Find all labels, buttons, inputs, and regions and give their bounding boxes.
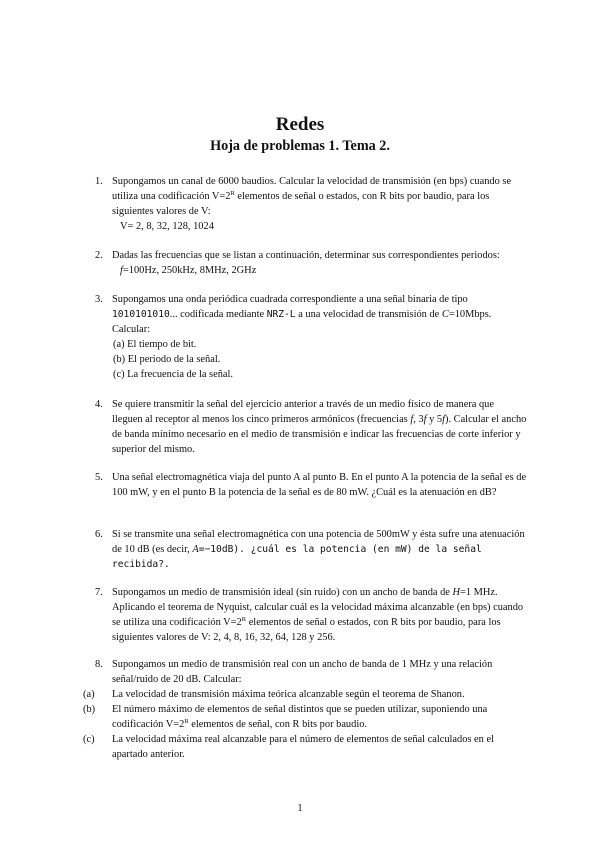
list-item: (b) El periodo de la señal. [113, 354, 221, 365]
list-item: (a) La velocidad de transmisión máxima teórica alcanzable según el teorema de Shanon. [83, 689, 465, 700]
problem-6 [95, 527, 527, 572]
problem-text: Una señal electromagnética viaja del punto A al punto B. En el punto A la potencia de la señal es de 100 mW, y en el punto B la potencia de la señal es de 80 mW. ¿Cuál es la atenuación en dB? [112, 472, 527, 498]
problem-text: Dadas las frecuencias que se listan a continuación, determinar sus correspondientes periodos: [112, 250, 500, 261]
problem-text: Supongamos un canal de 6000 baudios. Calcular la velocidad de transmisión (en bps) cuando se utiliza una codificación $V=2^R$ elementos de señal o estados, con R bits por baudio, para los siguientes valores de V: [112, 176, 512, 217]
problem-number: 2. [95, 250, 103, 261]
problem-number: 4. [95, 399, 103, 410]
problem-7 [95, 585, 527, 645]
problem-number: 7. [95, 587, 103, 598]
problem-5 [95, 470, 527, 500]
problem-text: Supongamos un medio de transmisión ideal (sin ruido) con un ancho de banda de H=1 MHz. Aplicando el teorema de Nyquist, calcular cuál es la velocidad máxima alcanzable (en bps) cuando se utiliza una codificación $V=2^R$ elementos de señal o estados, con R bits por baudio, para los siguientes valores de V: 2, 4, 8, 16, 32, 64, 128 y 256. [112, 587, 524, 643]
list-item: (a) El tiempo de bit. [113, 339, 197, 350]
problem-sublist [112, 337, 527, 382]
problem-8 [83, 657, 527, 762]
problem-3 [95, 292, 527, 382]
problem-values: f=100Hz, 250kHz, 8MHz, 2GHz [120, 265, 257, 276]
problem-text: Si se transmite una señal electromagnética con una potencia de 500mW y ésta sufre una atenuación de 10 dB (es decir, A=−10dB). ¿cuál es la potencia (en mW) de la señal recibida?. [112, 529, 525, 570]
list-item: (c) La velocidad máxima real alcanzable para el número de elementos de señal calculados en el apartado anterior. [83, 734, 494, 760]
problem-number: 6. [95, 529, 103, 540]
list-item: (c) La frecuencia de la señal. [113, 369, 233, 380]
problem-4 [95, 397, 527, 457]
problem-number: 1. [95, 176, 103, 187]
problem-2 [95, 248, 527, 278]
list-item: (b) El número máximo de elementos de señal distintos que se pueden utilizar, suponiendo una codificación $V=2^R$ elementos de señal, con R bits por baudio. [83, 704, 488, 730]
page-title: Redes [275, 114, 325, 135]
page-subtitle: Hoja de problemas 1. Tema 2. [210, 138, 390, 154]
problem-number: 8. [95, 659, 103, 670]
problem-number: 3. [95, 294, 103, 305]
problem-1 [95, 174, 527, 234]
page-number: 1 [297, 803, 303, 814]
problem-text: Se quiere transmitir la señal del ejercicio anterior a través de un medio físico de manera que lleguen al receptor al menos los cinco primeros armónicos (frecuencias f, 3f y 5f). Calcular el ancho de banda mínimo necesario en el medio de transmisión e indicar las frecuencias de corte inferior y superior del mismo. [112, 399, 527, 455]
problem-text: Supongamos un medio de transmisión real con un ancho de banda de 1 MHz y una relación señal/ruido de 20 dB. Calcular: [112, 659, 493, 685]
problem-values: V= 2, 8, 32, 128, 1024 [120, 221, 214, 232]
problem-number: 5. [95, 472, 103, 483]
problem-text: Supongamos una onda periódica cuadrada correspondiente a una señal binaria de tipo 1010101010... codificada mediante NRZ-L a una velocidad de transmisión de C=10Mbps. Calcular: [112, 294, 492, 335]
